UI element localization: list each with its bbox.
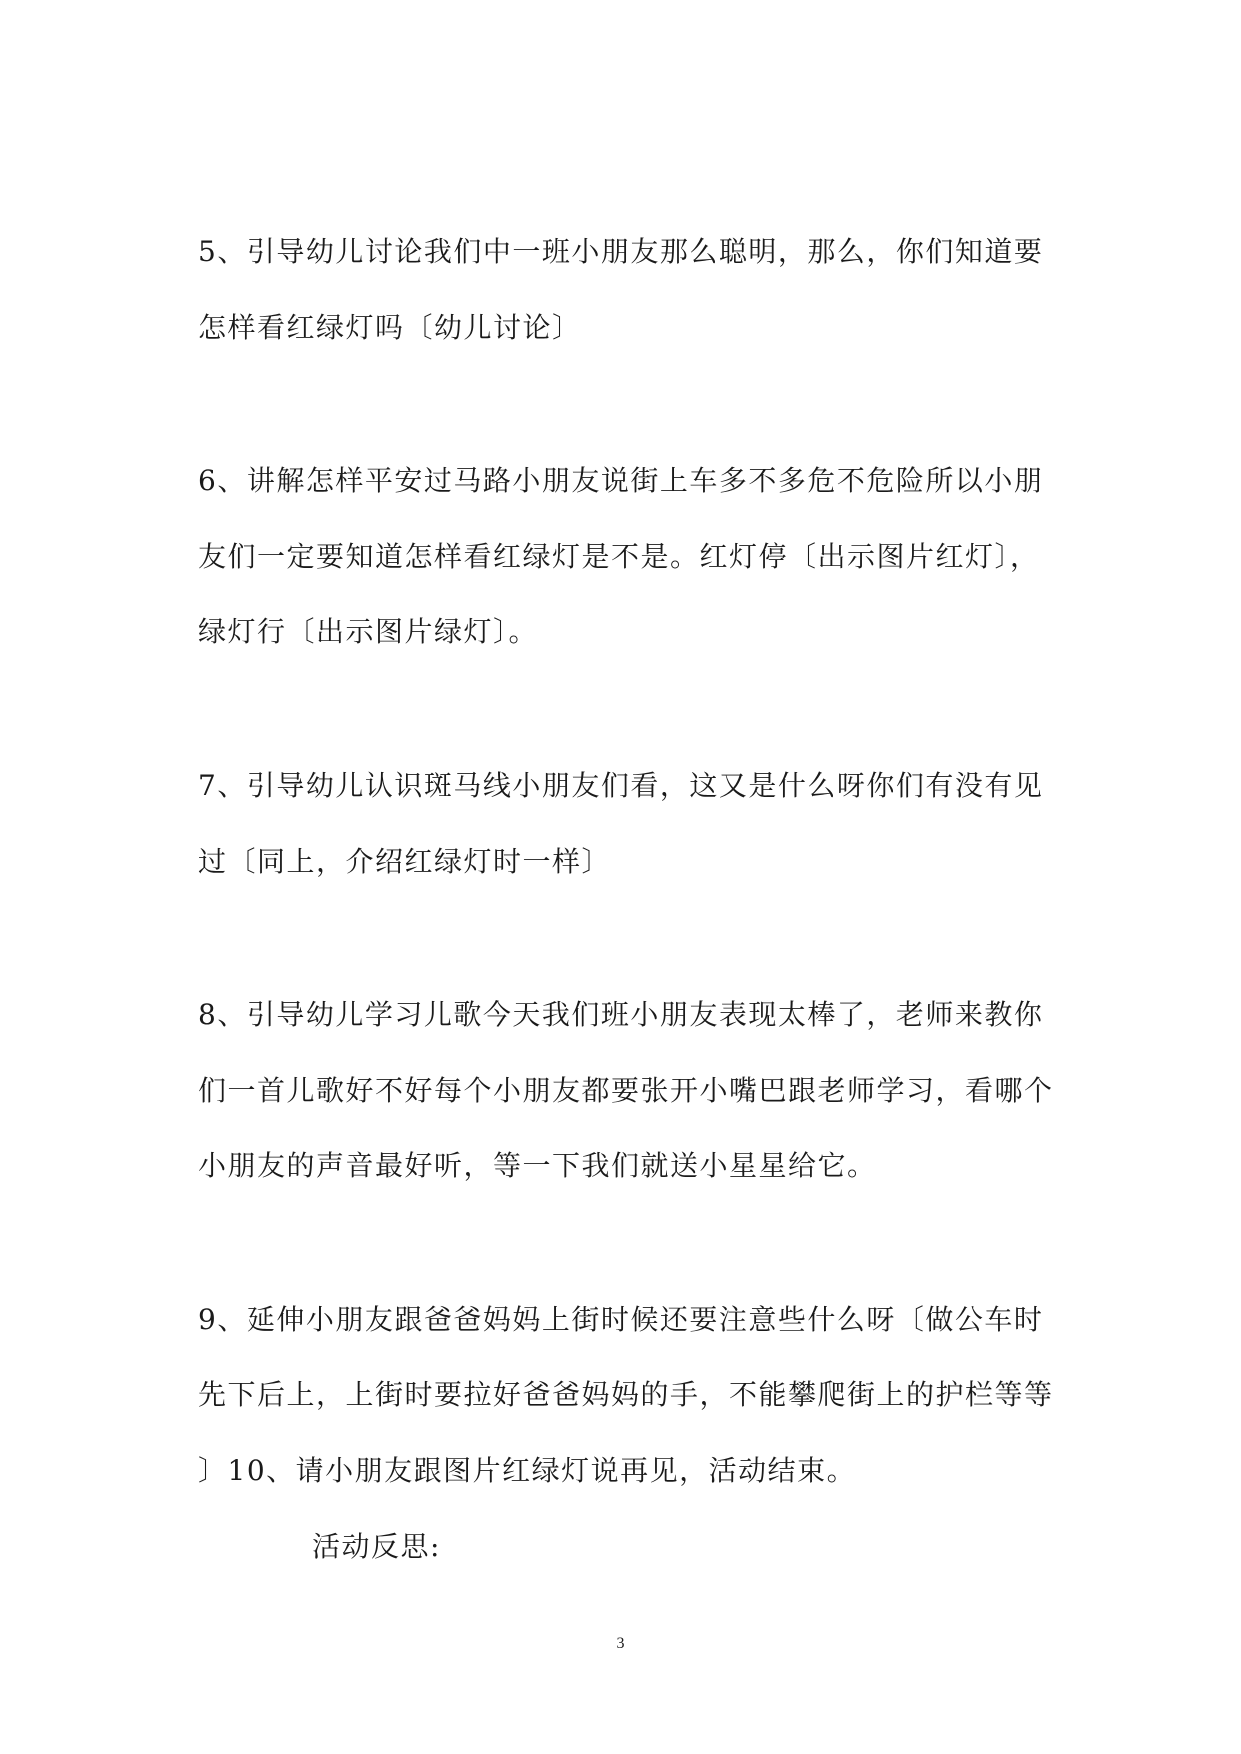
- page-number: 3: [616, 1635, 625, 1652]
- paragraph-7-line-1: 7、引导幼儿认识斑马线小朋友们看，这又是什么呀你们有没有见: [198, 769, 1044, 802]
- paragraph-6-line-2: 友们一定要知道怎样看红绿灯是不是。红灯停〔出示图片红灯〕，: [198, 540, 1040, 573]
- paragraph-9-line-3: 〕10、请小朋友跟图片红绿灯说再见，活动结束。: [198, 1454, 857, 1487]
- paragraph-8-line-2: 们一首儿歌好不好每个小朋友都要张开小嘴巴跟老师学习，看哪个: [198, 1074, 1054, 1107]
- paragraph-7-line-2: 过〔同上，介绍红绿灯时一样〕: [198, 845, 612, 878]
- section-heading: 活动反思:: [312, 1530, 441, 1563]
- paragraph-8-line-3: 小朋友的声音最好听，等一下我们就送小星星给它。: [198, 1149, 877, 1182]
- paragraph-5-line-1: 5、引导幼儿讨论我们中一班小朋友那么聪明，那么，你们知道要: [198, 235, 1044, 268]
- paragraph-9-line-1: 9、延伸小朋友跟爸爸妈妈上街时候还要注意些什么呀〔做公车时: [198, 1303, 1044, 1336]
- paragraph-9-line-2: 先下后上，上街时要拉好爸爸妈妈的手，不能攀爬街上的护栏等等: [198, 1378, 1054, 1411]
- paragraph-6-line-1: 6、讲解怎样平安过马路小朋友说街上车多不多危不危险所以小朋: [198, 464, 1044, 497]
- paragraph-6-line-3: 绿灯行〔出示图片绿灯〕。: [198, 615, 539, 648]
- paragraph-5-line-2: 怎样看红绿灯吗〔幼儿讨论〕: [198, 311, 582, 344]
- paragraph-8-line-1: 8、引导幼儿学习儿歌今天我们班小朋友表现太棒了，老师来教你: [198, 998, 1044, 1031]
